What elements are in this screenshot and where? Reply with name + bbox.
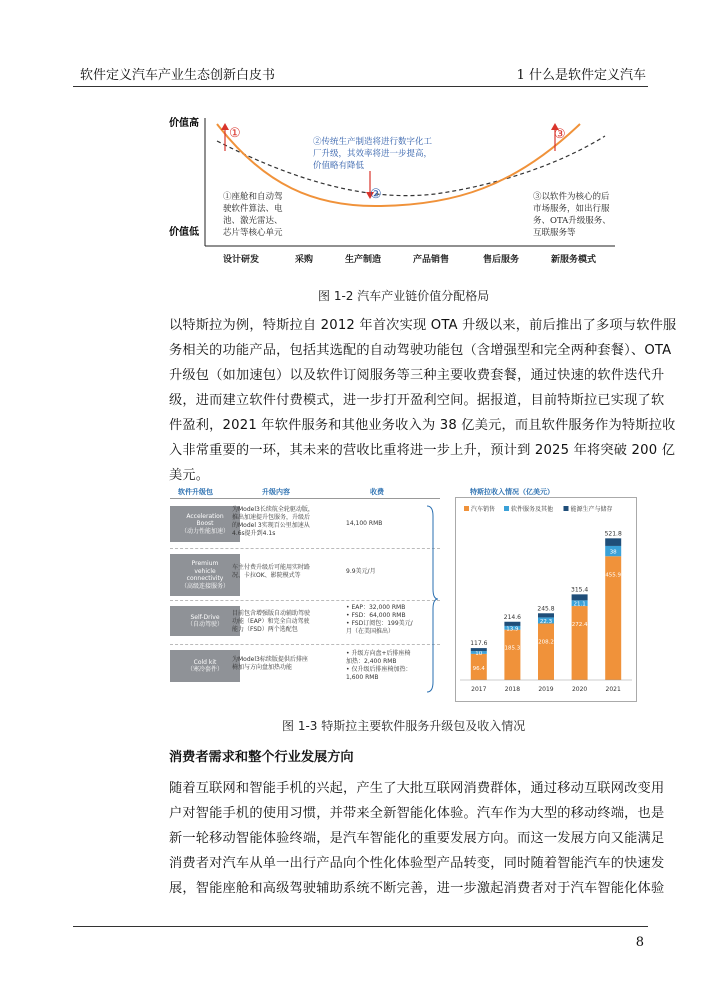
x-tick-label: 2019	[538, 686, 554, 693]
legend-label: 软件服务及其他	[511, 506, 554, 513]
legend-label: 能源生产与储存	[570, 506, 613, 513]
package-fee: 14,100 RMB	[346, 520, 383, 527]
marker-3: ③	[554, 127, 566, 142]
svg-text:芯片等核心单元: 芯片等核心单元	[223, 228, 283, 238]
bar-segment	[572, 594, 588, 600]
package-fee: • 升级方向盘+后排座椅 加热：2,400 RMB • 仅升级后排座椅加热： 1,600 RMB	[346, 650, 412, 681]
svg-text:厂升级，其效率将进一步提高，: 厂升级，其效率将进一步提高，	[313, 149, 433, 159]
svg-text:务、OTA升级服务、: 务、OTA升级服务、	[533, 216, 611, 226]
note-2	[313, 136, 433, 171]
page-number: 8	[635, 935, 644, 950]
bar-segment	[605, 538, 621, 546]
footer-rule	[73, 926, 648, 927]
x-tick-label: 2018	[504, 686, 521, 693]
note-1	[223, 191, 283, 238]
svg-text:驶软件算法、电: 驶软件算法、电	[223, 204, 283, 214]
brace-connector	[425, 504, 439, 694]
x-tick-label: 2021	[605, 686, 621, 693]
svg-text:互联服务等: 互联服务等	[533, 228, 576, 238]
paragraph-consumer-demand: 随着互联网和智能手机的兴起，产生了大批互联网消费群体，通过移动互联网改变用 户对智能手机的使用习惯，并带来全新智能化体验。汽车作为大型的移动终端，也是 新一轮移动智能体验终端，是汽车智能化的重要发展方向。而这一发展方向又能满足 消费者对汽车从单一出行产品向个性化体验型产品转变，同时随着智能汽车的快速发 展，智能座舱和高级驾驶辅助系统不断完善，进一步激起消费者对于汽车智能化体验	[169, 781, 665, 896]
header-rule	[73, 86, 648, 87]
svg-text:①座舱和自动驾: ①座舱和自动驾	[223, 192, 283, 202]
stage-label: 设计研发	[223, 255, 260, 265]
table-header-package: 软件升级包	[178, 488, 213, 496]
package-description: 目前包含增强版自动辅助驾驶 功能（EAP）和完全自动驾驶 能力（FSD）两个选配包	[232, 610, 311, 633]
stage-label: 产品销售	[413, 255, 450, 265]
data-label: 96.4	[472, 665, 485, 672]
svg-text:③以软件为核心的后: ③以软件为核心的后	[533, 192, 610, 202]
data-label: 13.9	[506, 626, 519, 633]
total-label: 245.8	[537, 605, 555, 613]
bar-segment	[538, 623, 554, 680]
table-header-fee: 收费	[370, 488, 384, 496]
figure-1-3-caption: 图 1-3 特斯拉主要软件服务升级包及收入情况	[282, 719, 526, 733]
marker-2: ②	[370, 187, 382, 202]
tesla-software-packages-figure	[170, 484, 640, 704]
package-tile: Cold kit （寒冷套件）	[170, 650, 240, 682]
note-3	[533, 191, 611, 238]
data-label: 272.4	[571, 622, 588, 629]
bar-segment	[504, 622, 520, 626]
table-header-rule	[170, 498, 440, 499]
table-header-content: 升级内容	[262, 488, 290, 496]
package-tile: Self-Drive （自动驾驶）	[170, 606, 240, 636]
revenue-stacked-bar-chart	[456, 498, 636, 701]
chart-title: 特斯拉收入情况（亿美元）	[470, 488, 554, 496]
data-label: 208.2	[538, 639, 554, 646]
svg-text:市场服务，如出行服: 市场服务，如出行服	[533, 204, 610, 214]
figure-1-2-caption: 图 1-2 汽车产业链价值分配格局	[318, 289, 490, 303]
stage-label: 采购	[295, 255, 314, 265]
stage-labels	[223, 253, 596, 265]
x-tick-label: 2020	[571, 686, 588, 693]
bar-segment	[471, 648, 487, 651]
stage-label: 生产制造	[345, 255, 382, 265]
total-label: 521.8	[604, 530, 622, 538]
package-description: 车主付费升级后可能用实时路 况、卡拉OK、影院模式等	[232, 564, 311, 579]
section-subheading: 消费者需求和整个行业发展方向	[169, 750, 354, 765]
legend-swatch	[504, 506, 509, 511]
marker-1: ①	[229, 126, 241, 141]
bar-segment	[538, 613, 554, 617]
running-header-chapter: 1 什么是软件定义汽车	[516, 68, 646, 83]
value-chain-smile-curve-figure	[165, 106, 635, 272]
y-label-high: 价值高	[169, 118, 199, 129]
data-label: 21.1	[573, 601, 586, 608]
package-fee: • EAP：32,000 RMB • FSD：64,000 RMB • FSD订阅包：199美元/ 月（在美国推出）	[346, 604, 413, 635]
total-label: 315.4	[571, 586, 589, 594]
legend-label: 汽车销售	[471, 506, 496, 513]
svg-text:价值略有降低: 价值略有降低	[313, 161, 365, 171]
total-label: 117.6	[470, 640, 488, 648]
stage-label: 售后服务	[483, 255, 520, 265]
total-label: 214.6	[503, 613, 521, 621]
package-tile: Acceleration Boost （动力性能加速）	[170, 506, 240, 542]
data-label: 38	[609, 549, 617, 556]
package-tile: Premium vehicle connectivity （高级连接服务）	[170, 554, 240, 596]
running-header-title: 软件定义汽车产业生态创新白皮书	[80, 68, 276, 83]
svg-text:②传统生产制造将进行数字化工: ②传统生产制造将进行数字化工	[313, 137, 433, 147]
paragraph-tesla: 以特斯拉为例，特斯拉自 2012 年首次实现 OTA 升级以来，前后推出了多项与软件服 务相关的功能产品，包括其选配的自动驾驶功能包（含增强型和完全两种套餐）、OTA 升级包（如加速包）以及软件订阅服务等三种主要收费套餐，通过快速的软件迭代升 级，进而建立软件付费模式，进一步打开盈利空间。据报道，目前特斯拉已实现了软 件盈利，2021 年软件服务和其他业务收入为 38 亿美元，而且软件服务作为特斯拉收 入非常重要的一环，其未来的营收比重将进一步上升，预计到 2025 年将突破 200 亿 美元。	[169, 318, 677, 483]
bar-segment	[504, 630, 520, 680]
svg-text:池、激光雷达、: 池、激光雷达、	[223, 216, 283, 226]
data-label: 455.9	[605, 572, 622, 579]
data-label: 10	[475, 650, 483, 657]
package-description: 为Model3标续版提供后排座 椅加与方向盘加热功能	[232, 656, 308, 671]
stage-label: 新服务模式	[551, 255, 597, 265]
revenue-chart-frame	[455, 497, 637, 702]
data-label: 22.3	[539, 618, 553, 625]
data-label: 185.3	[504, 645, 521, 652]
legend-swatch	[464, 506, 469, 511]
package-description: 为Model3长续航全轮驱动版， 推出加速提升包服务，升级后 的Model 3实现百公里加速从 4.6s提升到4.1s	[232, 506, 314, 537]
x-tick-label: 2017	[471, 686, 487, 693]
legend-swatch	[564, 506, 569, 511]
package-fee: 9.9美元/月	[346, 568, 376, 575]
bar-segment	[572, 606, 588, 680]
y-label-low: 价值低	[169, 227, 199, 238]
